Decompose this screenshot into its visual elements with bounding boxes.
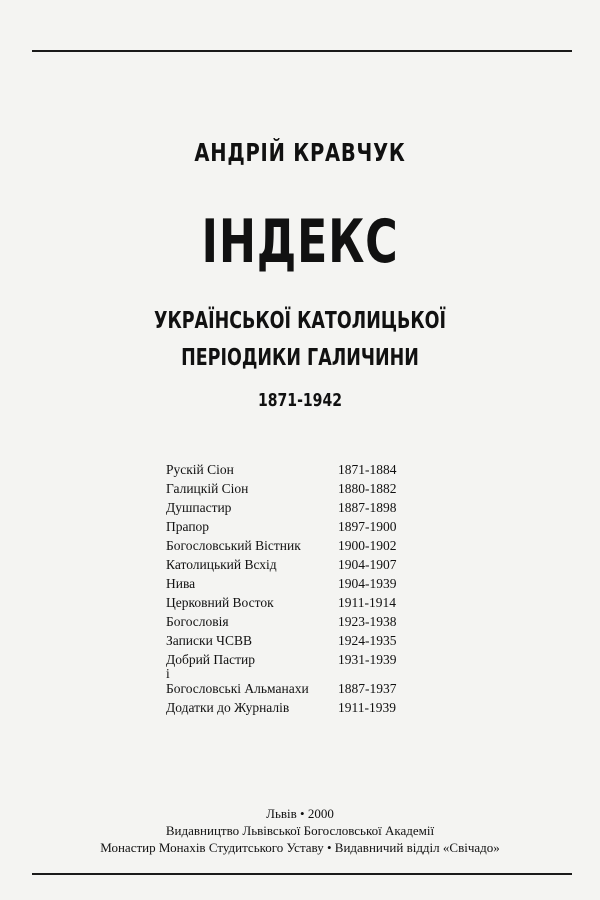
periodical-name: Богословські Альманахи: [166, 681, 309, 696]
list-item: [166, 517, 426, 536]
list-item: [166, 679, 426, 698]
imprint-publisher-1: Видавництво Львівської Богословської Академії: [165, 823, 435, 838]
list-item: [166, 631, 426, 650]
list-item: [166, 574, 426, 593]
periodical-years: 1923-1938: [338, 614, 397, 629]
list-item: [166, 650, 426, 669]
periodical-years: 1931-1939: [338, 652, 397, 667]
main-title: ІНДЕКС: [201, 207, 399, 277]
periodical-name: Записки ЧСВВ: [166, 633, 252, 648]
list-item-conjunction: [166, 666, 426, 681]
periodical-years: 1911-1939: [338, 700, 396, 715]
list-item: [166, 479, 426, 498]
periodical-years: 1924-1935: [338, 633, 397, 648]
periodical-years: 1904-1939: [338, 576, 397, 591]
periodical-years: 1887-1898: [338, 500, 397, 515]
list-item: [166, 555, 426, 574]
subtitle-line-1: УКРАЇНСЬКОЇ КАТОЛИЦЬКОЇ: [153, 308, 447, 334]
periodical-name: Душпастир: [166, 500, 232, 515]
periodical-years: 1897-1900: [338, 519, 397, 534]
list-item: [166, 593, 426, 612]
periodical-name: Добрий Пастир: [166, 652, 256, 667]
periodical-years: 1900-1902: [338, 538, 397, 553]
periodical-name: Додатки до Журналів: [166, 700, 290, 715]
periodical-name: Богословія: [166, 614, 229, 629]
periodical-years: 1880-1882: [338, 481, 397, 496]
author-name: АНДРІЙ КРАВЧУК: [194, 138, 406, 167]
list-item: [166, 612, 426, 631]
periodical-name: Галицкій Сіон: [166, 481, 249, 496]
periodical-name: Нива: [166, 576, 196, 591]
periodical-name: Рускій Сіон: [166, 462, 234, 477]
periodical-name: Католицький Всхід: [166, 557, 277, 572]
periodical-name: Богословський Вістник: [166, 538, 301, 553]
periodical-years: 1887-1937: [338, 681, 397, 696]
periodicals-list: [166, 460, 426, 717]
periodical-years: 1904-1907: [338, 557, 397, 572]
periodical-years: 1911-1914: [338, 595, 396, 610]
subtitle-line-2: ПЕРІОДИКИ ГАЛИЧИНИ: [181, 345, 419, 371]
periodical-name: Церковний Восток: [166, 595, 274, 610]
list-item: [166, 698, 426, 717]
list-item: [166, 460, 426, 479]
bottom-rule: [32, 873, 572, 875]
conjunction-text: і: [166, 666, 170, 681]
list-item: [166, 536, 426, 555]
title-years: 1871-1942: [258, 390, 342, 411]
top-rule: [32, 50, 572, 52]
periodical-name: Прапор: [166, 519, 210, 534]
imprint-city-year: Львів • 2000: [266, 806, 334, 821]
list-item: [166, 498, 426, 517]
imprint-publisher-2: Монастир Монахів Студитського Уставу • Видавничий відділ «Свічадо»: [100, 840, 500, 855]
periodical-years: 1871-1884: [338, 462, 397, 477]
